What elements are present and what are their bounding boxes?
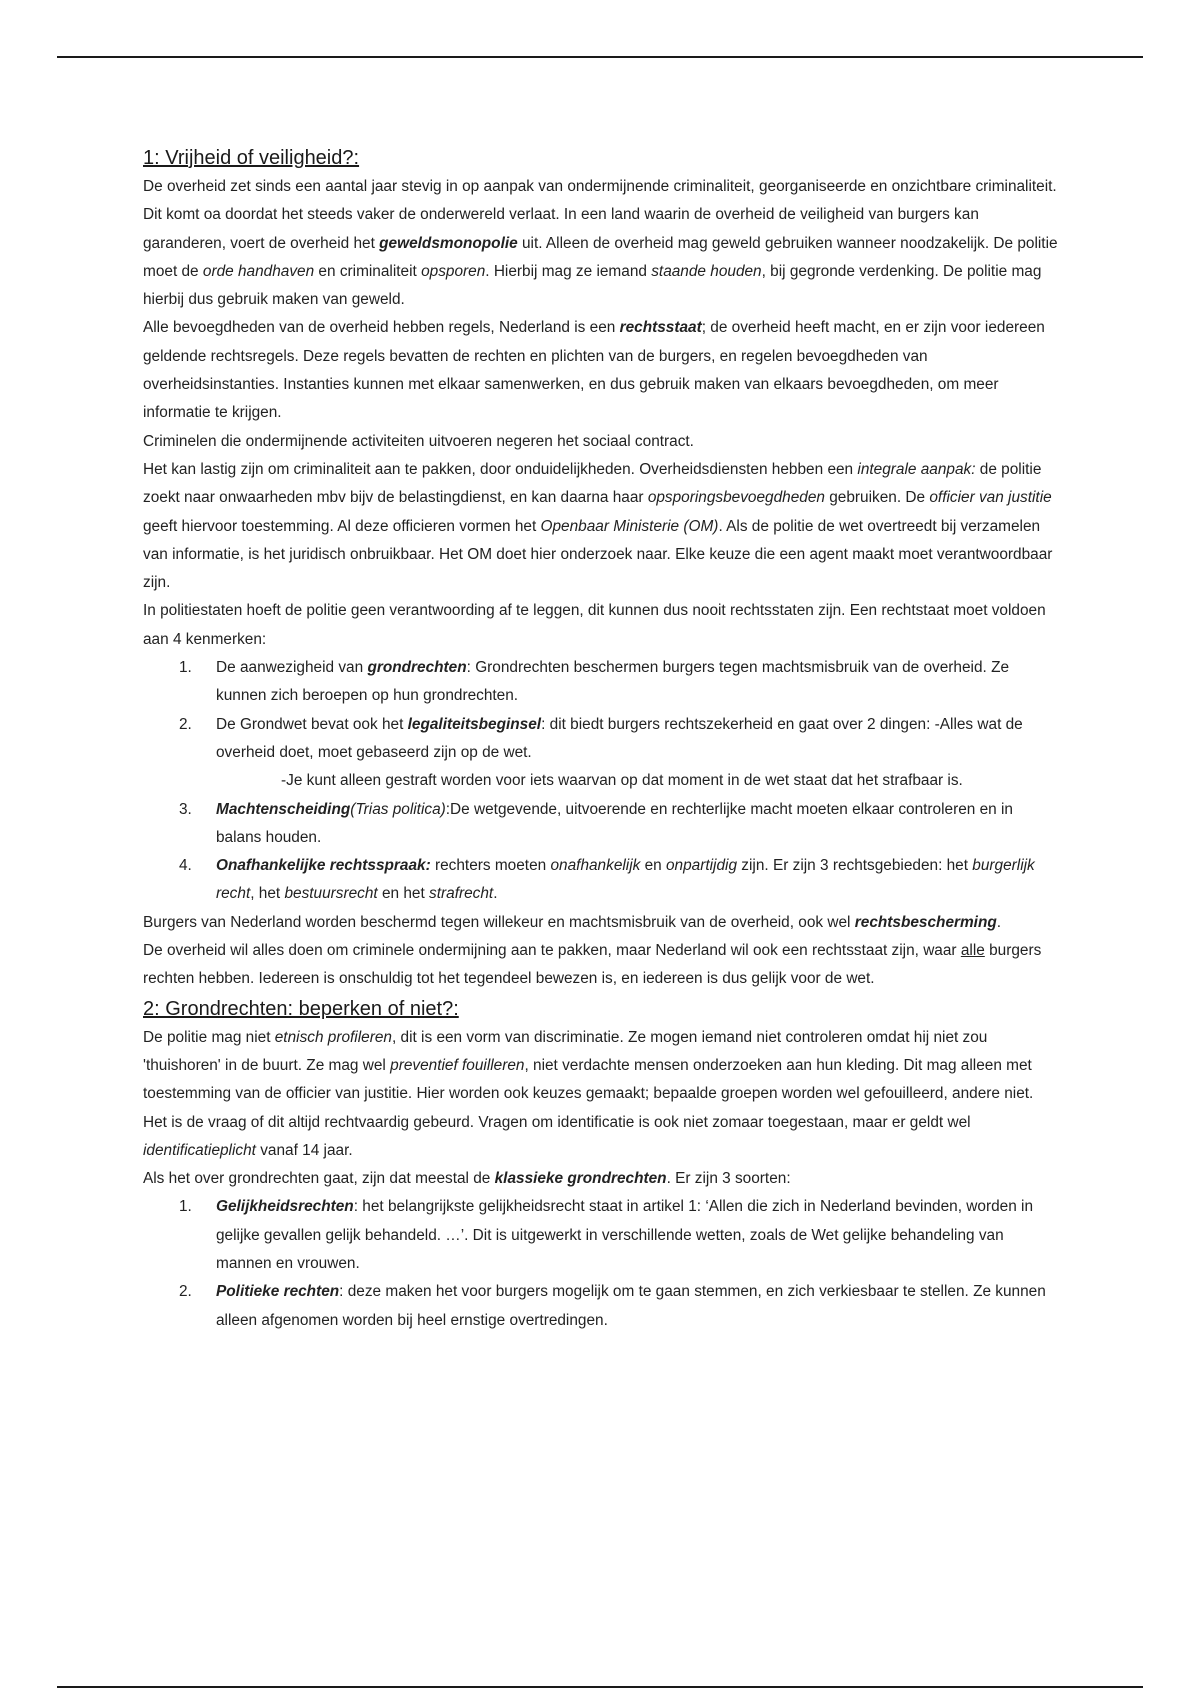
list-number: 4.: [179, 857, 192, 875]
rechtsstaat-kenmerken-list: [143, 654, 1058, 909]
list-number: 2.: [179, 1283, 192, 1301]
section-1-paragraph-6: Burgers van Nederland worden beschermd tegen willekeur en machtsmisbruik van de overheid, ook wel rechtsbescherming.: [143, 913, 1002, 931]
section-1-paragraph-4: Het kan lastig zijn om criminaliteit aan te pakken, door onduidelijkheden. Overheidsdiensten hebben een integrale aanpak: de politie zoekt naar onwaarheden mbv bijv de belastingdienst, en kan daarna haar opsporingsbevoegdheden gebruiken. De officier van justitie geeft hiervoor toestemming. Al deze officieren vormen het Openbaar Ministerie (OM). Als de politie de wet overtreedt bij verzamelen van informatie, is het juridisch onbruikbaar. Het OM doet hier onderzoek naar. Elke keuze die een agent maakt moet verantwoordbaar zijn.: [143, 460, 1053, 592]
list-item: 2. De Grondwet bevat ook het legaliteitsbeginsel: dit biedt burgers rechtszekerheid en gaat over 2 dingen: -Alles wat de overheid doet, moet gebaseerd zijn op de wet. -Je kunt alleen gestraft worden voor iets waarvan op dat moment in de wet staat dat het strafbaar is.: [143, 711, 1058, 796]
list-number: 2.: [179, 715, 192, 733]
list-subitem: -Je kunt alleen gestraft worden voor iets waarvan op dat moment in de wet staat dat het strafbaar is.: [281, 772, 963, 790]
section-2-heading: 2: Grondrechten: beperken of niet?:: [143, 997, 459, 1020]
bottom-rule: [57, 1686, 1143, 1688]
list-item: 1. Gelijkheidsrechten: het belangrijkste gelijkheidsrecht staat in artikel 1: ‘Allen die zich in Nederland bevinden, worden in gelijke gevallen gelijk behandeld. …’. Dit is uitgewerkt in verschillende wetten, zoals de Wet gelijke behandeling van mannen en vrouwen.: [143, 1193, 1058, 1278]
list-number: 1.: [179, 1198, 192, 1216]
term-geweldsmonopolie: geweldsmonopolie: [379, 234, 518, 252]
section-1-paragraph-2: Alle bevoegdheden van de overheid hebben regels, Nederland is een rechtsstaat; de overheid heeft macht, en er zijn voor iedereen geldende rechtsregels. Deze regels bevatten de rechten en plichten van de burgers, en regelen bevoegdheden van overheidsinstanties. Instanties kunnen met elkaar samenwerken, en dus gebruik maken van elkaars bevoegdheden, om meer informatie te krijgen.: [143, 319, 1045, 422]
term-rechtsstaat: rechtsstaat: [619, 319, 702, 337]
list-item: 4. Onafhankelijke rechtsspraak: rechters moeten onafhankelijk en onpartijdig zijn. Er zijn 3 rechtsgebieden: het burgerlijk recht, het bestuursrecht en het strafrecht.: [143, 852, 1058, 909]
list-item: 3. Machtenscheiding(Trias politica):De wetgevende, uitvoerende en rechterlijke macht moeten elkaar controleren en in balans houden.: [143, 796, 1058, 853]
list-item: 1. De aanwezigheid van grondrechten: Grondrechten beschermen burgers tegen machtsmisbruik van de overheid. Ze kunnen zich beroepen op hun grondrechten.: [143, 654, 1058, 711]
section-1-paragraph-5: In politiestaten hoeft de politie geen verantwoording af te leggen, dit kunnen dus nooit rechtsstaten zijn. Een rechtstaat moet voldoen aan 4 kenmerken:: [143, 602, 1046, 648]
grondrechten-soorten-list: [143, 1193, 1058, 1334]
list-number: 1.: [179, 659, 192, 677]
list-number: 3.: [179, 800, 192, 818]
section-1-paragraph-1: De overheid zet sinds een aantal jaar stevig in op aanpak van ondermijnende criminaliteit, georganiseerde en onzichtbare criminaliteit. Dit komt oa doordat het steeds vaker de onderwereld verlaat. In een land waarin de overheid de veiligheid van burgers kan garanderen, voert de overheid het geweldsmonopolie uit. Alleen de overheid mag geweld gebruiken wanneer noodzakelijk. De politie moet de orde handhaven en criminaliteit opsporen. Hierbij mag ze iemand staande houden, bij gegronde verdenking. De politie mag hierbij dus gebruik maken van geweld.: [143, 178, 1058, 309]
section-2-paragraph-2: Als het over grondrechten gaat, zijn dat meestal de klassieke grondrechten. Er zijn 3 soorten:: [143, 1170, 791, 1188]
section-1-paragraph-7: De overheid wil alles doen om criminele ondermijning aan te pakken, maar Nederland wil ook een rechtsstaat zijn, waar alle burgers rechten hebben. Iedereen is onschuldig tot het tegendeel bewezen is, en iedereen is dus gelijk voor de wet.: [143, 942, 1042, 988]
top-rule: [57, 56, 1143, 58]
list-item: 2. Politieke rechten: deze maken het voor burgers mogelijk om te gaan stemmen, en zich verkiesbaar te stellen. Ze kunnen alleen afgenomen worden bij heel ernstige overtredingen.: [143, 1278, 1058, 1335]
section-1-heading: 1: Vrijheid of veiligheid?:: [143, 147, 360, 169]
document-body: [143, 143, 1058, 1335]
section-2-paragraph-1: De politie mag niet etnisch profileren, dit is een vorm van discriminatie. Ze mogen iemand niet controleren omdat hij niet zou 'thuishoren' in de buurt. Ze mag wel preventief fouilleren, niet verdachte mensen onderzoeken aan hun kleding. Dit mag alleen met toestemming van de officier van justitie. Hier worden ook keuzes gemaakt; bepaalde groepen worden wel gefouilleerd, andere niet. Het is de vraag of dit altijd rechtvaardig gebeurd. Vragen om identificatie is ook niet zomaar toegestaan, maar er geldt wel identificatieplicht vanaf 14 jaar.: [143, 1028, 1034, 1159]
section-1-paragraph-3: Criminelen die ondermijnende activiteiten uitvoeren negeren het sociaal contract.: [143, 432, 694, 450]
